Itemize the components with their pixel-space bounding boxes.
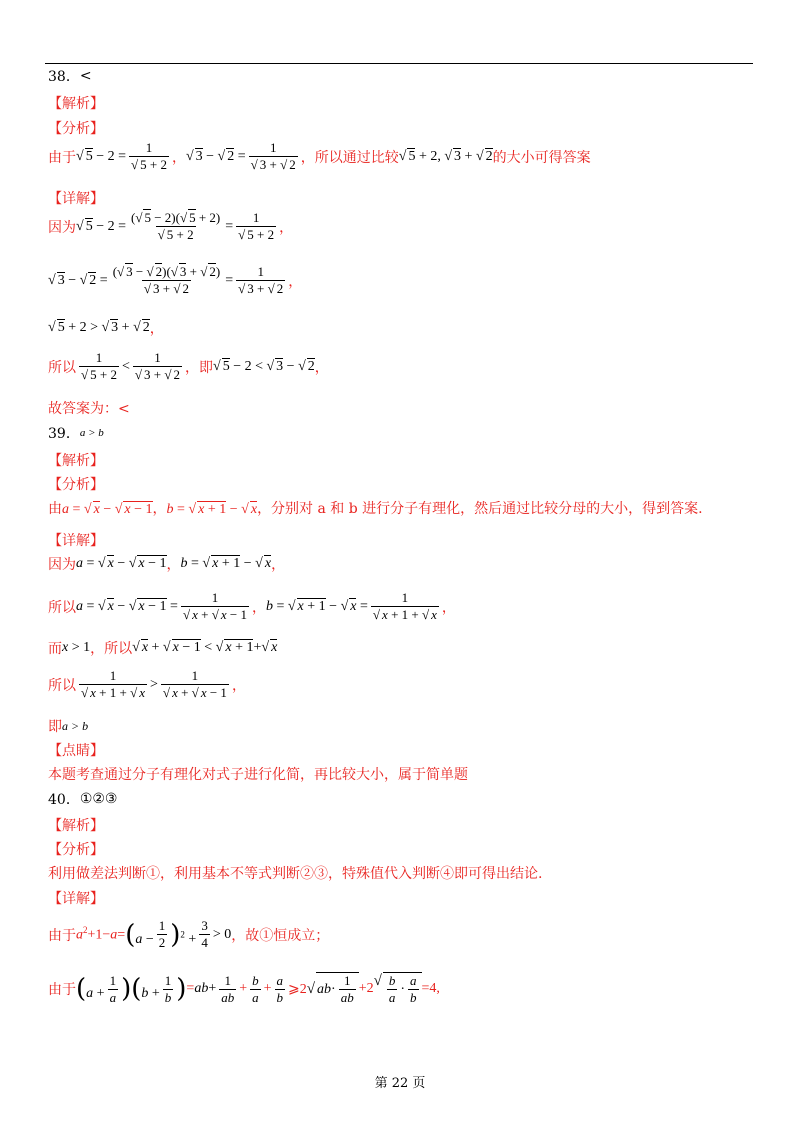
q40-xiangjie: 【详解】: [48, 891, 104, 907]
q39-dianjing: 【点睛】: [48, 743, 104, 759]
q39-step2: 所以 a = √ x − √ x − 1 = $\frac{1}{√ x + √ x - 1}$ ， b = √ x + 1 − √ x = $\frac{1}{√ x + 1 + √ x}$ ，: [48, 590, 456, 623]
q39-fenxi-text: 由 a = √ x − √ x − 1，b = √ x + 1 − √ x ，分别对 a 和 b 进行分子有理化，然后通过比较分母的大小，得到答案.: [48, 501, 703, 517]
q39-answer: a > b: [79, 427, 104, 439]
q39-step1: 因为 a = √ x − √ x − 1 ， b = √ x + 1 − √ x ，: [48, 556, 286, 573]
header-rule: [45, 63, 753, 64]
q40-jiexi: 【解析】: [48, 818, 104, 834]
q39-step5: 即 a > b: [48, 718, 89, 735]
q38-title: [48, 66, 92, 86]
q38-step2: √ 3 − √ 2 = $\frac{(√ 3 - √ 2)(√ 3 + √ 2)}{√ 3 + √ 2}$ = $\frac{1}{√ 3 + √ 2}$ ，: [48, 264, 303, 297]
q40-step2: 由于 (a + $\frac{1}{a}$ )(b + $\frac{1}{b}$ ) = ab + $\frac{1}{ab}$ + $\frac{b}{a}$ + $\frac{a}{b}$ ⩾2 √ ab · $\frac{1}{ab}$ +2 √ $\frac{b}{a}$ · $\frac{a}{b}$ =4,: [48, 972, 440, 1006]
q38-jiexi: 【解析】: [48, 96, 104, 112]
q40-title: [48, 789, 117, 809]
q38-number: 38．: [48, 69, 80, 85]
q40-fenxi-text: 利用做差法判断①，利用基本不等式判断②③，特殊值代入判断④即可得出结论.: [48, 866, 543, 882]
q39-step4: 所以 $\frac{1}{√ x + 1 + √ x}$ > $\frac{1}{√ x + √ x - 1}$ ，: [48, 668, 246, 701]
q39-fenxi: 【分析】: [48, 477, 104, 493]
q38-final: 故答案为：<: [48, 401, 130, 417]
q38-answer: <: [79, 68, 92, 84]
q40-step1: 由于 $a^2+1-a=$ (a − $\frac{1}{2}$ )$^2$ + $\frac{3}{4}$ > 0 ，故①恒成立；: [48, 918, 330, 951]
page-footer: 第 22 页: [374, 1076, 426, 1091]
q38-xiangjie: 【详解】: [48, 191, 104, 207]
q39-jiexi: 【解析】: [48, 453, 104, 469]
q39-dianjing-text: 本题考查通过分子有理化对式子进行化简，再比较大小，属于简单题: [48, 767, 468, 783]
q39-xiangjie: 【详解】: [48, 533, 104, 549]
q38-step4: 所以 $\frac{1}{√ 5 + 2}$ < $\frac{1}{√ 3 + √ 2}$ ，即 √ 5 − 2 < √ 3 − √ 2 ，: [48, 350, 329, 383]
q38-step1: 因为 √ 5 − 2 = $\frac{(√ 5 - 2)(√ 5 + 2)}{√ 5 + 2}$ = $\frac{1}{√ 5 + 2}$ ，: [48, 210, 294, 243]
q39-step3: 而 x > 1 ，所以 √ x + √ x − 1 < √ x + 1+√ x: [48, 640, 278, 657]
q39-title: [48, 423, 104, 443]
q40-answer: ①②③: [79, 791, 118, 807]
q40-number: 40．: [48, 792, 80, 808]
q40-fenxi: 【分析】: [48, 842, 104, 858]
q38-fenxi: 【分析】: [48, 121, 104, 137]
q38-step3: √ 5 + 2 > √ 3 + √ 2 ，: [48, 320, 164, 337]
q39-number: 39．: [48, 426, 80, 442]
q38-fenxi-text: 由于 √ 5 − 2 = $\frac{1}{√ 5 + 2}$ ， √ 3 − √ 2 = $\frac{1}{√ 3 + √ 2}$ ，所以通过比较 √ 5 + 2, √ 3 + √ 2 的大小可得答案: [48, 140, 591, 173]
